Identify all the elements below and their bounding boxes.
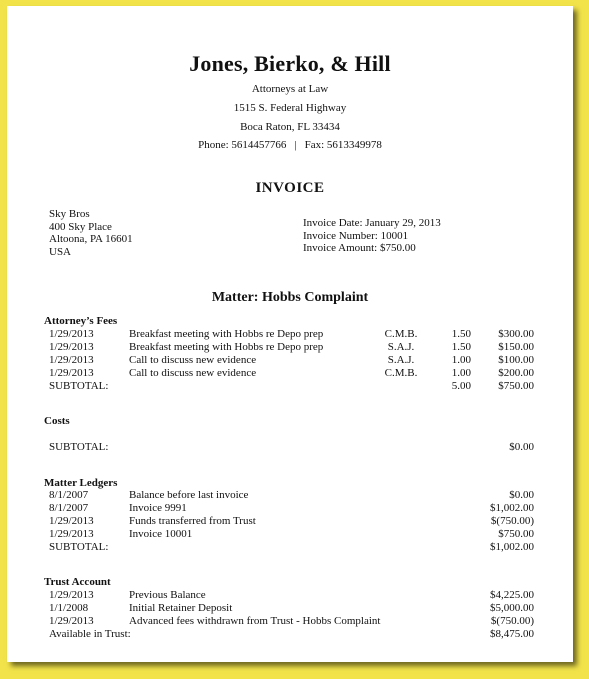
ledgers-subtotal-amount: $1,002.00 bbox=[490, 541, 534, 553]
contact-separator: | bbox=[294, 139, 297, 151]
costs-subtotal-label: SUBTOTAL: bbox=[49, 441, 109, 453]
ledgers-subtotal-row bbox=[7, 541, 573, 554]
trust-description: Initial Retainer Deposit bbox=[129, 602, 233, 614]
fee-amount: $150.00 bbox=[498, 341, 534, 353]
fee-amount: $100.00 bbox=[498, 354, 534, 366]
fees-subtotal-amount: $750.00 bbox=[498, 380, 534, 392]
trust-row bbox=[7, 589, 573, 602]
fee-row bbox=[7, 367, 573, 380]
costs-heading: Costs bbox=[44, 415, 70, 427]
ledger-row bbox=[7, 515, 573, 528]
fee-description: Call to discuss new evidence bbox=[129, 367, 257, 379]
ledger-description: Invoice 10001 bbox=[129, 528, 193, 540]
client-address bbox=[49, 208, 133, 258]
invoice-title: INVOICE bbox=[255, 180, 325, 196]
trust-amount: $(750.00) bbox=[490, 615, 534, 627]
invoice-info bbox=[303, 217, 441, 255]
fee-row bbox=[7, 354, 573, 367]
fee-description: Breakfast meeting with Hobbs re Depo prep bbox=[129, 328, 324, 340]
trust-date: 1/29/2013 bbox=[49, 589, 94, 601]
ledger-description: Funds transferred from Trust bbox=[129, 515, 256, 527]
matter-title: Matter: Hobbs Complaint bbox=[211, 290, 369, 305]
client-street: 400 Sky Place bbox=[49, 220, 112, 233]
costs-subtotal-row bbox=[7, 441, 573, 454]
ledger-amount: $(750.00) bbox=[490, 515, 534, 527]
fees-subtotal-hours: 5.00 bbox=[451, 380, 471, 392]
firm-name: Jones, Bierko, & Hill bbox=[189, 51, 391, 76]
invoice-number: Invoice Number: 10001 bbox=[303, 229, 409, 242]
trust-available-amount: $8,475.00 bbox=[490, 628, 534, 640]
client-country: USA bbox=[49, 245, 72, 258]
fee-date: 1/29/2013 bbox=[49, 367, 94, 379]
fee-initials: C.M.B. bbox=[384, 367, 418, 379]
trust-date: 1/1/2008 bbox=[49, 602, 89, 614]
fee-hours: 1.00 bbox=[451, 367, 471, 379]
fee-description: Breakfast meeting with Hobbs re Depo prep bbox=[129, 341, 324, 353]
fee-hours: 1.50 bbox=[451, 328, 471, 340]
firm-phone: Phone: 5614457766 bbox=[198, 139, 287, 151]
ledger-amount: $750.00 bbox=[498, 528, 534, 540]
ledger-row bbox=[7, 528, 573, 541]
fees-subtotal-label: SUBTOTAL: bbox=[49, 380, 109, 392]
fee-amount: $200.00 bbox=[498, 367, 534, 379]
trust-date: 1/29/2013 bbox=[49, 615, 94, 627]
ledger-row bbox=[7, 502, 573, 515]
ledger-amount: $0.00 bbox=[509, 489, 534, 501]
ledger-description: Invoice 9991 bbox=[129, 502, 187, 514]
trust-available-label: Available in Trust: bbox=[49, 628, 131, 640]
trust-row bbox=[7, 602, 573, 615]
fees-subtotal-row bbox=[7, 380, 573, 393]
fee-hours: 1.50 bbox=[451, 341, 471, 353]
fee-initials: S.A.J. bbox=[387, 354, 415, 366]
firm-fax: Fax: 5613349978 bbox=[304, 139, 382, 151]
trust-heading: Trust Account bbox=[44, 576, 111, 588]
fee-date: 1/29/2013 bbox=[49, 341, 94, 353]
fee-date: 1/29/2013 bbox=[49, 328, 94, 340]
fee-initials: C.M.B. bbox=[384, 328, 418, 340]
client-name: Sky Bros bbox=[49, 208, 90, 220]
firm-street: 1515 S. Federal Highway bbox=[233, 102, 347, 114]
invoice-page bbox=[7, 6, 573, 662]
ledger-date: 8/1/2007 bbox=[49, 489, 89, 501]
costs-subtotal-amount: $0.00 bbox=[509, 441, 534, 453]
firm-contact bbox=[7, 139, 573, 151]
ledger-description: Balance before last invoice bbox=[129, 489, 249, 501]
fee-date: 1/29/2013 bbox=[49, 354, 94, 366]
fee-initials: S.A.J. bbox=[387, 341, 415, 353]
invoice-amount: Invoice Amount: $750.00 bbox=[303, 242, 416, 255]
trust-amount: $4,225.00 bbox=[490, 589, 534, 601]
firm-tagline: Attorneys at Law bbox=[251, 83, 329, 95]
ledger-amount: $1,002.00 bbox=[490, 502, 534, 514]
fee-hours: 1.00 bbox=[451, 354, 471, 366]
trust-description: Previous Balance bbox=[129, 589, 206, 601]
client-city: Altoona, PA 16601 bbox=[49, 233, 133, 246]
ledgers-subtotal-label: SUBTOTAL: bbox=[49, 541, 109, 553]
fee-description: Call to discuss new evidence bbox=[129, 354, 257, 366]
trust-row bbox=[7, 615, 573, 628]
ledger-date: 1/29/2013 bbox=[49, 528, 94, 540]
ledger-date: 1/29/2013 bbox=[49, 515, 94, 527]
ledger-row bbox=[7, 489, 573, 502]
trust-available-row bbox=[7, 628, 573, 641]
invoice-date: Invoice Date: January 29, 2013 bbox=[303, 217, 441, 229]
trust-description: Advanced fees withdrawn from Trust - Hobbs Complaint bbox=[129, 615, 381, 627]
ledger-date: 8/1/2007 bbox=[49, 502, 89, 514]
fee-row bbox=[7, 328, 573, 341]
trust-amount: $5,000.00 bbox=[490, 602, 534, 614]
firm-city: Boca Raton, FL 33434 bbox=[240, 121, 340, 133]
fees-heading: Attorney’s Fees bbox=[44, 315, 118, 327]
fee-row bbox=[7, 341, 573, 354]
fee-amount: $300.00 bbox=[498, 328, 534, 340]
ledgers-heading: Matter Ledgers bbox=[44, 477, 118, 489]
